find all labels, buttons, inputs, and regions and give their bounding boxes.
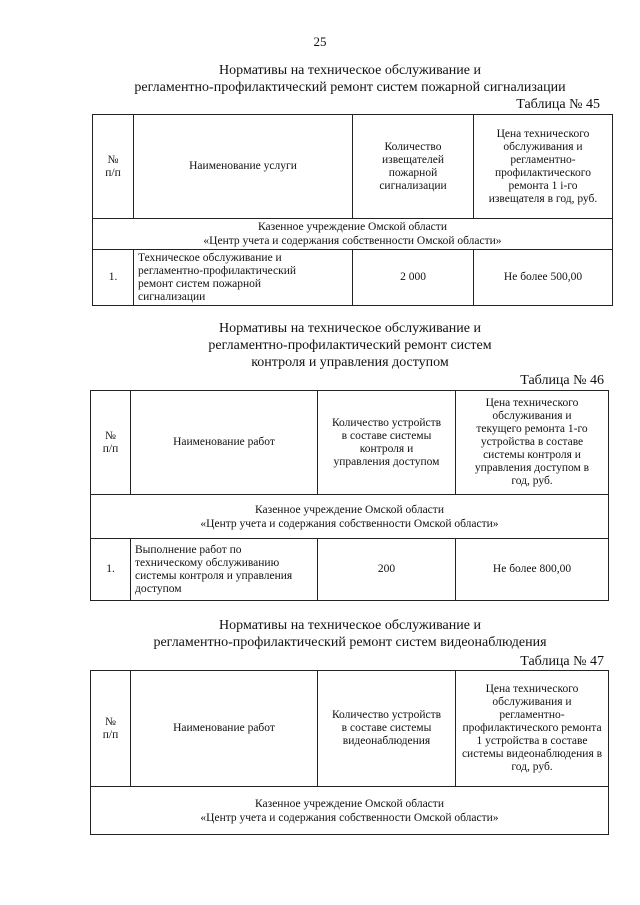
header-name: Наименование услуги (134, 115, 353, 219)
row-num: 1. (93, 250, 134, 306)
header-qty: Количество устройств в составе системы видеонаблюдения (318, 671, 456, 787)
table-row (91, 539, 609, 601)
header-price: Цена технического обслуживания и регламентно- профилактического ремонта 1 устройства в составе системы видеонаблюдения в год, руб. (456, 671, 609, 787)
header-num: № п/п (91, 391, 131, 495)
header-num: № п/п (93, 115, 134, 219)
table-header-row (93, 115, 613, 219)
header-name: Наименование работ (131, 671, 318, 787)
table-label-45: Таблица № 45 (516, 97, 600, 112)
table-row (93, 250, 613, 306)
header-price: Цена технического обслуживания и текущего ремонта 1-го устройства в составе системы контроля и управления доступом в год, руб. (456, 391, 609, 495)
table-label-46: Таблица № 46 (520, 373, 604, 388)
row-num: 1. (91, 539, 131, 601)
header-qty: Количество устройств в составе системы контроля и управления доступом (318, 391, 456, 495)
table-label-47: Таблица № 47 (520, 654, 604, 669)
org-row (93, 219, 613, 250)
row-name: Техническое обслуживание и регламентно-профилактический ремонт систем пожарной сигнализации (134, 250, 353, 306)
header-price: Цена технического обслуживания и регламентно- профилактического ремонта 1 і-го извещателя в год, руб. (474, 115, 613, 219)
header-name: Наименование работ (131, 391, 318, 495)
table-47 (90, 670, 609, 835)
header-num: № п/п (91, 671, 131, 787)
org-cell: Казенное учреждение Омской области «Центр учета и содержания собственности Омской области» (93, 219, 613, 250)
row-name: Выполнение работ по техническому обслуживанию системы контроля и управления доступом (131, 539, 318, 601)
org-cell: Казенное учреждение Омской области «Центр учета и содержания собственности Омской области» (91, 495, 609, 539)
row-price: Не более 500,00 (474, 250, 613, 306)
page-number: 25 (313, 34, 327, 49)
row-price: Не более 800,00 (456, 539, 609, 601)
table-45 (92, 114, 613, 306)
heading-table-46: Нормативы на техническое обслуживание и регламентно-профилактический ремонт систем контроля и управления доступом (208, 321, 492, 370)
org-cell: Казенное учреждение Омской области «Центр учета и содержания собственности Омской области» (91, 787, 609, 835)
table-header-row (91, 391, 609, 495)
org-row (91, 495, 609, 539)
org-row (91, 787, 609, 835)
row-qty: 200 (318, 539, 456, 601)
heading-table-47: Нормативы на техническое обслуживание и регламентно-профилактический ремонт систем видеонаблюдения (153, 618, 547, 650)
header-qty: Количество извещателей пожарной сигнализации (353, 115, 474, 219)
heading-table-45: Нормативы на техническое обслуживание и регламентно-профилактический ремонт систем пожарной сигнализации (134, 63, 566, 95)
table-46 (90, 390, 609, 601)
table-header-row (91, 671, 609, 787)
row-qty: 2 000 (353, 250, 474, 306)
